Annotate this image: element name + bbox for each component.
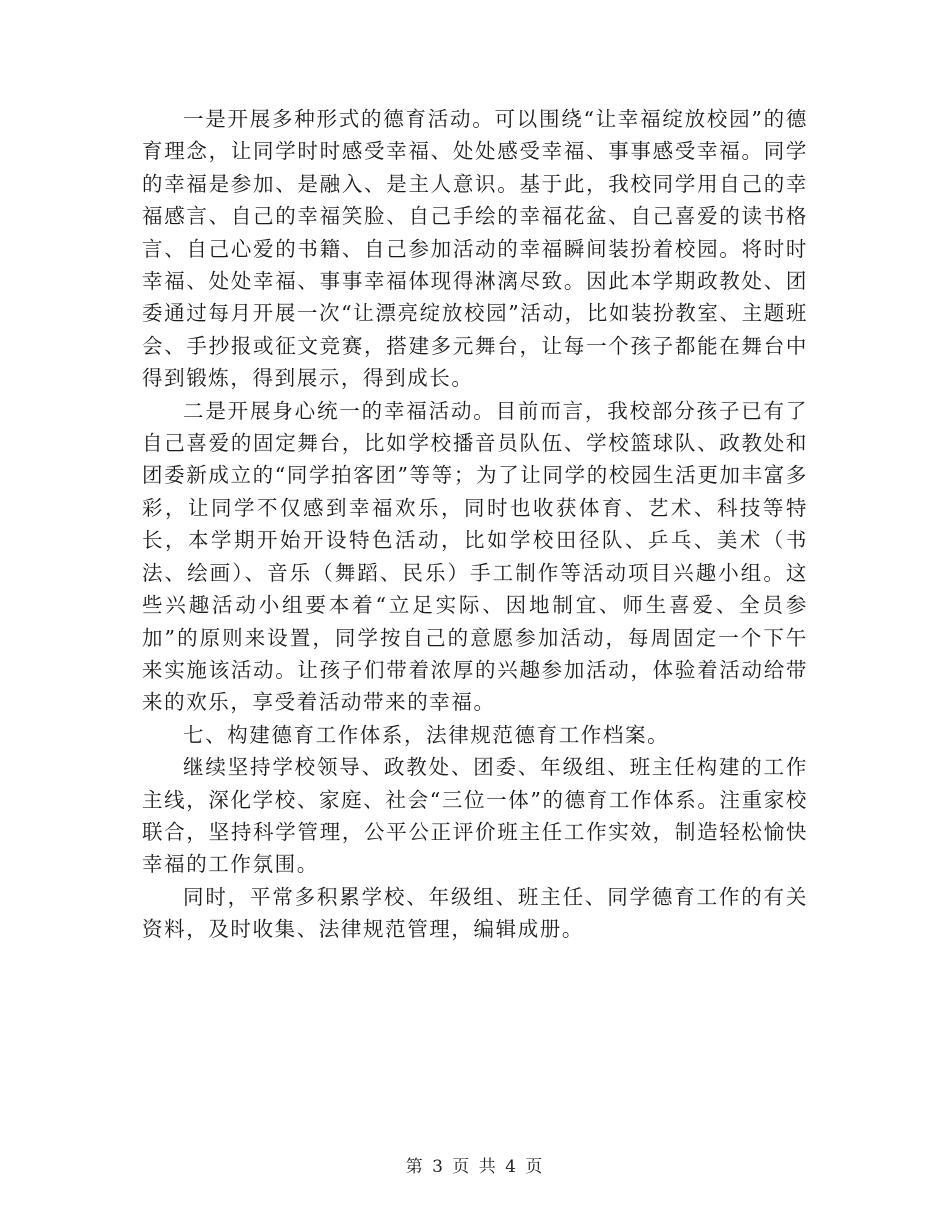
paragraph-happiness-activities: 二是开展身心统一的幸福活动。目前而言，我校部分孩子已有了自己喜爱的固定舞台，比如学校播音员队伍、学校篮球队、政教处和团委新成立的“同学拍客团”等等；为了让同学的校园生活更加丰富多彩，让同学不仅感到幸福欢乐，同时也收获体育、艺术、科技等特长，本学期开始开设特色活动，比如学校田径队、乒乓、美术（书法、绘画）、音乐（舞蹈、民乐）手工制作等活动项目兴趣小组。这些兴趣活动小组要本着“立足实际、因地制宜、师生喜爱、全员参加”的原则来设置，同学按自己的意愿参加活动，每周固定一个下午来实施该活动。让孩子们带着浓厚的兴趣参加活动，体验着活动给带来的欢乐，享受着活动带来的幸福。: [142, 398, 808, 715]
paragraph-moral-activities: 一是开展多种形式的德育活动。可以围绕“让幸福绽放校园”的德育理念，让同学时时感受幸福、处处感受幸福、事事感受幸福。同学的幸福是参加、是融入、是主人意识。基于此，我校同学用自己的幸福感言、自己的幸福笑脸、自己手绘的幸福花盆、自己喜爱的读书格言、自己心爱的书籍、自己参加活动的幸福瞬间装扮着校园。将时时幸福、处处幸福、事事幸福体现得淋漓尽致。因此本学期政教处、团委通过每月开展一次“让漂亮绽放校园”活动，比如装扮教室、主题班会、手抄报或征文竞赛，搭建多元舞台，让每一个孩子都能在舞台中得到锻炼，得到展示，得到成长。: [142, 107, 808, 391]
document-body: [142, 103, 808, 946]
paragraph-work-system: 继续坚持学校领导、政教处、团委、年级组、班主任构建的工作主线，深化学校、家庭、社会“三位一体”的德育工作体系。注重家校联合，坚持科学管理，公平公正评价班主任工作实效，制造轻松愉快幸福的工作氛围。: [142, 755, 808, 877]
section-heading-seven: 七、构建德育工作体系，法律规范德育工作档案。: [183, 722, 670, 747]
page-number-footer: 第 3 页 共 4 页: [405, 1157, 545, 1177]
paragraph-archives: 同时，平常多积累学校、年级组、班主任、同学德育工作的有关资料，及时收集、法律规范管理，编辑成册。: [142, 884, 808, 942]
